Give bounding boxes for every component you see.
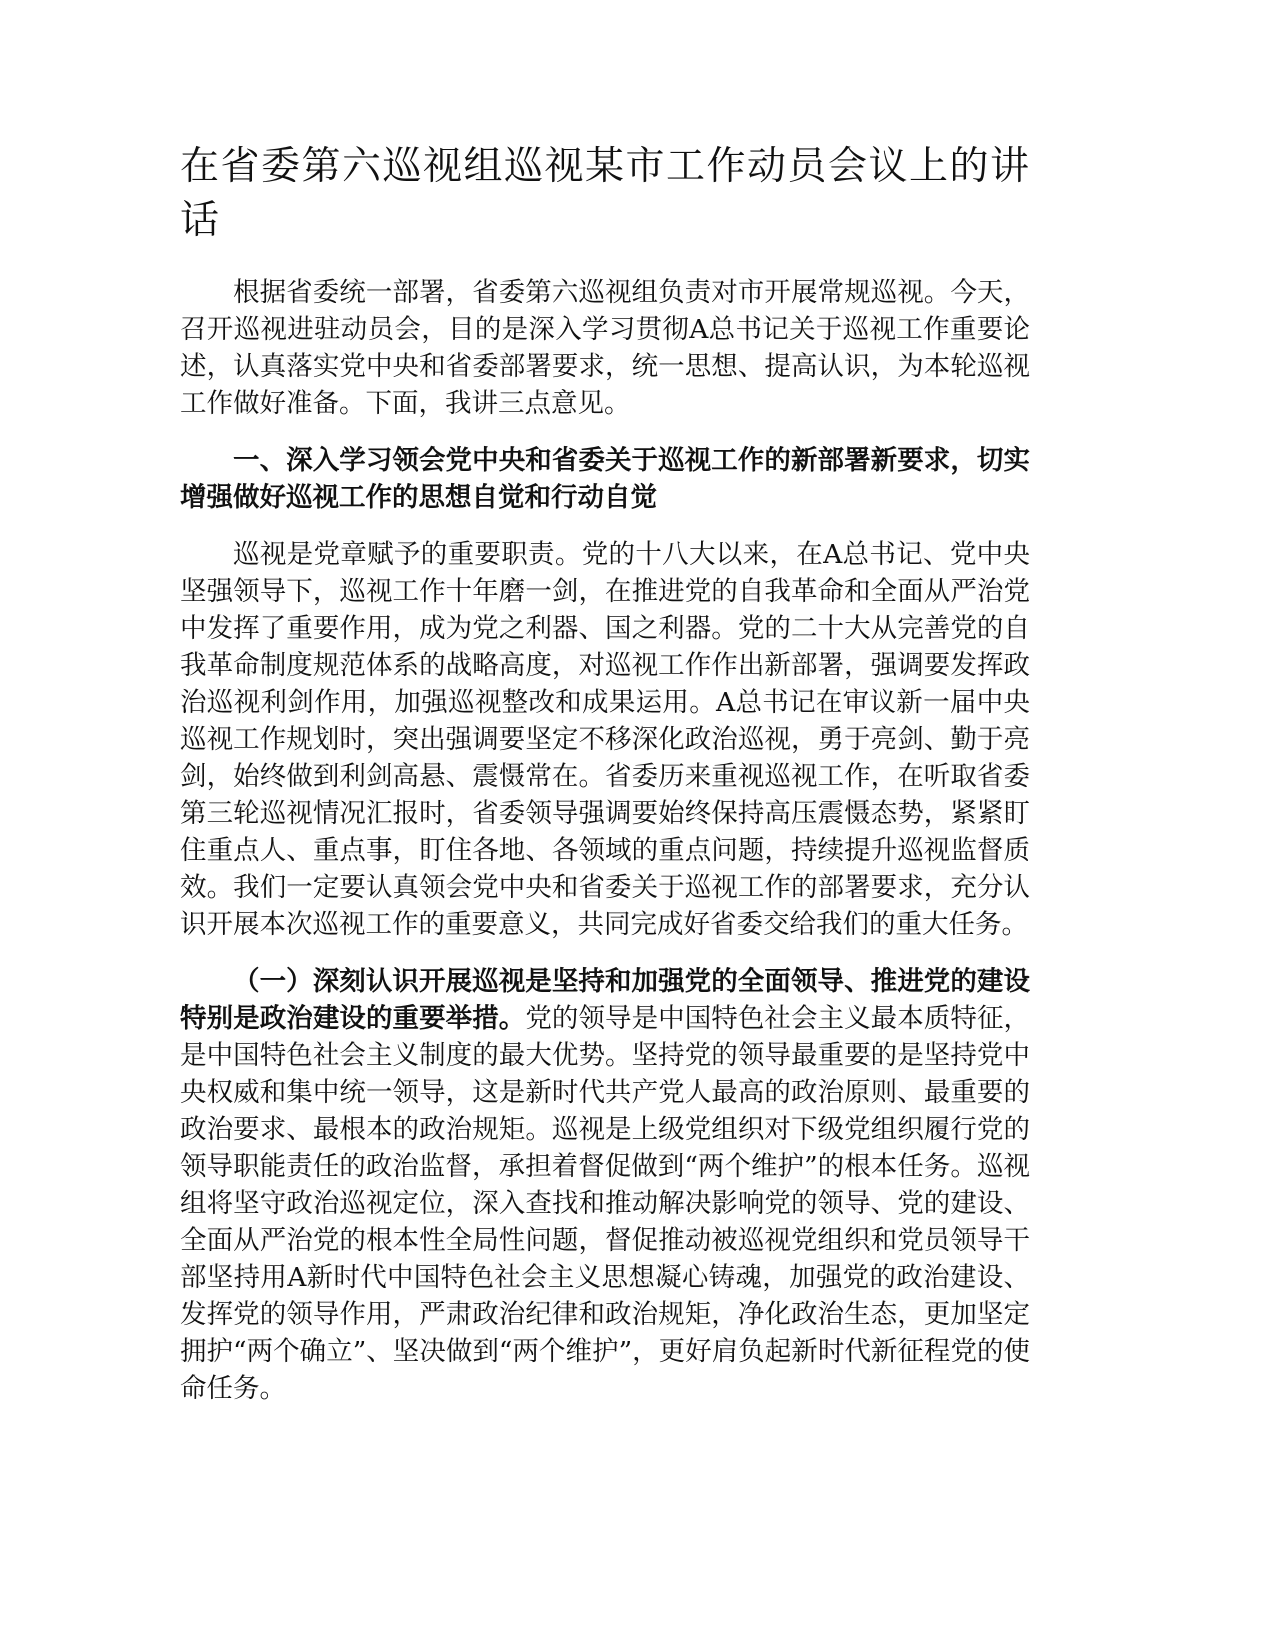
subsection-1-body: 党的领导是中国特色社会主义最本质特征，是中国特色社会主义制度的最大优势。坚持党的领导最重要的是坚持党中央权威和集中统一领导，这是新时代共产党人最高的政治原则、最重要的政治要求、最根本的政治规矩。巡视是上级党组织对下级党组织履行党的领导职能责任的政治监督，承担着督促做到“两个维护”的根本任务。巡视组将坚守政治巡视定位，深入查找和推动解决影响党的领导、党的建设、全面从严治党的根本性全局性问题，督促推动被巡视党组织和党员领导干部坚持用A新时代中国特色社会主义思想凝心铸魂，加强党的政治建设、发挥党的领导作用，严肃政治纪律和政治规矩，净化政治生态，更加坚定拥护“两个确立”、坚决做到“两个维护”，更好肩负起新时代新征程党的使命任务。 xyxy=(180,1003,1031,1404)
subsection-1-paragraph xyxy=(180,963,1030,1407)
document-title: 在省委第六巡视组巡视某市工作动员会议上的讲话 xyxy=(180,144,1030,243)
section-1-body: 巡视是党章赋予的重要职责。党的十八大以来，在A总书记、党中央坚强领导下，巡视工作十年磨一剑，在推进党的自我革命和全面从严治党中发挥了重要作用，成为党之利器、国之利器。党的二十大从完善党的自我革命制度规范体系的战略高度，对巡视工作作出新部署，强调要发挥政治巡视利剑作用，加强巡视整改和成果运用。A总书记在审议新一届中央巡视工作规划时，突出强调要坚定不移深化政治巡视，勇于亮剑、勤于亮剑，始终做到利剑高悬、震慑常在。省委历来重视巡视工作，在听取省委第三轮巡视情况汇报时，省委领导强调要始终保持高压震慑态势，紧紧盯住重点人、重点事，盯住各地、各领域的重点问题，持续提升巡视监督质效。我们一定要认真领会党中央和省委关于巡视工作的部署要求，充分认识开展本次巡视工作的重要意义，共同完成好省委交给我们的重大任务。 xyxy=(180,539,1030,940)
section-1-heading: 一、深入学习领会党中央和省委关于巡视工作的新部署新要求，切实增强做好巡视工作的思想自觉和行动自觉 xyxy=(180,445,1030,513)
document-page xyxy=(180,140,1030,1427)
subsection-1-lead: （一）深刻认识开展巡视是坚持和加强党的全面领导、推进党的建设特别是政治建设的重要举措。 xyxy=(180,966,1030,1034)
intro-paragraph: 根据省委统一部署，省委第六巡视组负责对市开展常规巡视。今天，召开巡视进驻动员会，目的是深入学习贯彻A总书记关于巡视工作重要论述，认真落实党中央和省委部署要求，统一思想、提高认识，为本轮巡视工作做好准备。下面，我讲三点意见。 xyxy=(180,277,1030,419)
